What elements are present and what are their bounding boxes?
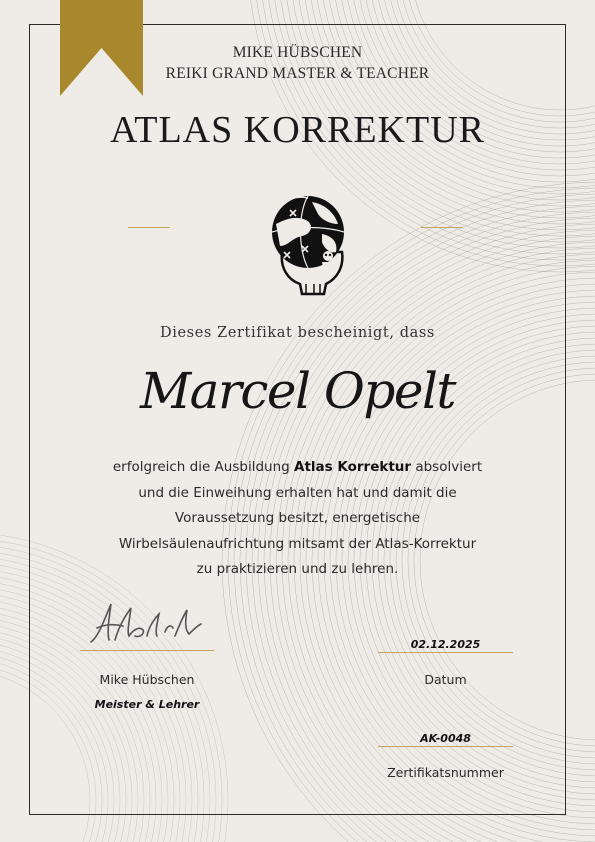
intro-text: Dieses Zertifikat bescheinigt, dass	[160, 325, 435, 341]
certificate-body-text	[0, 455, 595, 583]
author-title: REIKI GRAND MASTER & TEACHER	[165, 65, 430, 82]
author-block	[0, 42, 595, 84]
body-line-4: Wirbelsäulenaufrichtung mitsamt der Atlas-Korrektur	[118, 535, 477, 552]
body-line-3: Voraussetzung besitzt, energetische	[174, 510, 421, 526]
body-line-5: zu praktizieren und zu lehren.	[196, 561, 399, 577]
date-label: Datum	[424, 672, 467, 687]
course-title: ATLAS KORREKTUR	[110, 109, 485, 151]
certificate-number-label: Zertifikatsnummer	[387, 765, 504, 780]
date-line	[378, 652, 513, 653]
body-line-1	[0, 455, 595, 481]
body-line-2: und die Einweihung erhalten hat und damit die	[138, 484, 457, 501]
body-line-1-end: absolviert	[411, 459, 483, 475]
certificate-number-line	[378, 746, 513, 747]
handwritten-signature-icon	[85, 596, 205, 648]
body-course-name: Atlas Korrektur	[294, 459, 412, 475]
author-name: MIKE HÜBSCHEN	[232, 44, 363, 61]
signer-name: Mike Hübschen	[99, 672, 195, 687]
signature-line	[80, 650, 214, 651]
certificate-number-value: AK-0048	[420, 732, 471, 745]
signer-role: Meister & Lehrer	[94, 698, 200, 711]
recipient-name: Marcel Opelt	[139, 362, 456, 420]
skull-globe-emblem-icon	[262, 190, 354, 302]
left-gold-divider	[128, 227, 170, 228]
right-gold-divider	[421, 227, 463, 228]
date-value: 02.12.2025	[410, 638, 481, 651]
body-line-1-start: erfolgreich die Ausbildung	[112, 459, 294, 475]
